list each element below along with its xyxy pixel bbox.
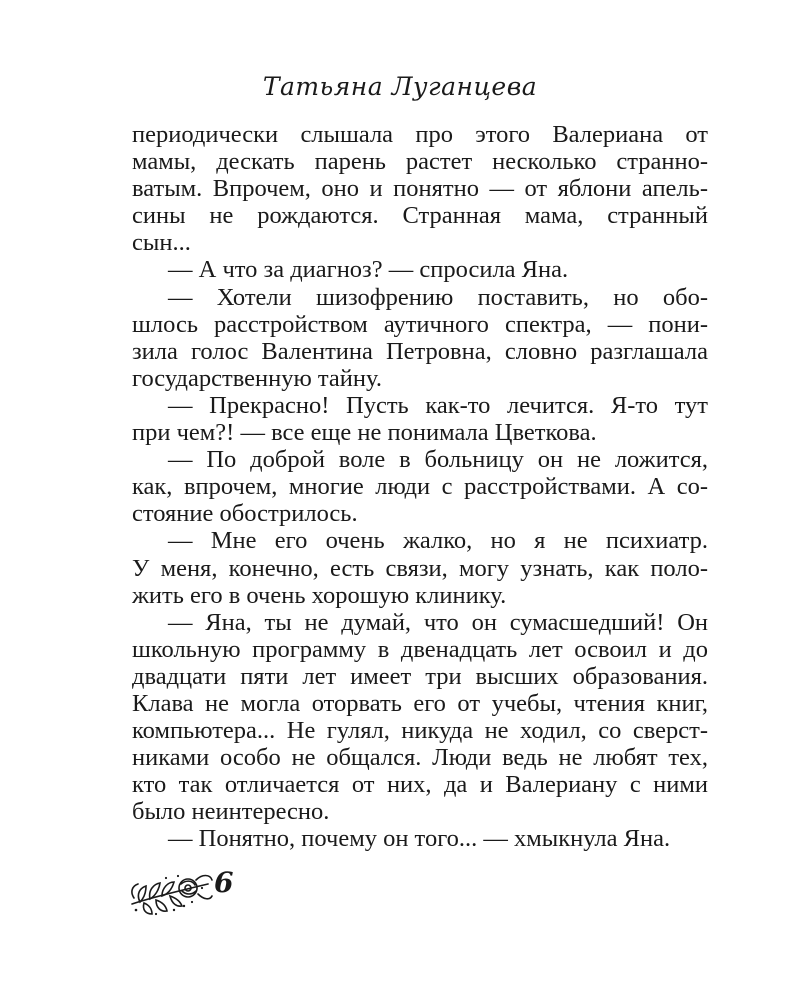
page-number: 6 [214, 866, 234, 899]
text-line: государственную тайну. [132, 364, 382, 392]
text-line: У меня, конечно, есть связи, могу узнать, как поло- [132, 554, 708, 582]
paragraph [132, 256, 708, 283]
text-line: — Прекрасно! Пусть как-то лечится. Я-то тут [168, 391, 708, 419]
text-line: периодически слышала про этого Валериана от [132, 121, 708, 148]
text-line: сины не рождаются. Странная мама, странный [132, 202, 708, 230]
text-line: кто так отличается от них, да и Валериану с ними [132, 771, 708, 799]
text-line: Клава не могла оторвать его от учебы, чтения книг, [132, 689, 708, 717]
text-line: при чем?! — все еще не понимала Цветкова. [132, 419, 597, 447]
text-line: компьютера... Не гулял, никуда не ходил, со сверст- [132, 717, 708, 745]
text-line: — А что за диагноз? — спросила Яна. [168, 256, 569, 284]
text-line: мамы, дескать парень растет несколько странно- [132, 148, 708, 176]
paragraph [132, 284, 708, 392]
body-text [132, 121, 708, 853]
text-line: — Мне его очень жалко, но я не психиатр. [168, 527, 708, 555]
text-line: как, впрочем, многие люди с расстройствами. А со- [132, 473, 708, 501]
text-line: двадцати пяти лет имеет три высших образования. [132, 662, 708, 690]
paragraph [132, 121, 708, 256]
text-line: — По доброй воле в больницу он не ложится, [168, 446, 708, 474]
running-head: Татьяна Луганцева [262, 72, 538, 101]
floral-ornament-icon [126, 858, 216, 918]
paragraph [132, 609, 708, 826]
text-line: стояние обострилось. [132, 500, 358, 528]
text-line: зила голос Валентина Петровна, словно разглашала [132, 337, 708, 365]
text-line: — Яна, ты не думай, что он сумасшедший! Он [168, 608, 708, 636]
text-line: школьную программу в двенадцать лет освоил и до [132, 635, 708, 663]
text-line: — Хотели шизофрению поставить, но обо- [168, 283, 708, 311]
text-line: было неинтересно. [132, 798, 330, 826]
text-line: шлось расстройством аутичного спектра, — пони- [132, 310, 708, 338]
text-line: никами особо не общался. Люди ведь не любят тех, [132, 744, 708, 772]
text-line: жить его в очень хорошую клинику. [132, 581, 507, 609]
paragraph [132, 825, 708, 852]
text-line: ватым. Впрочем, оно и понятно — от яблони апель- [132, 175, 708, 203]
paragraph [132, 392, 708, 446]
paragraph [132, 527, 708, 608]
text-line: — Понятно, почему он того... — хмыкнула Яна. [168, 825, 671, 853]
text-line: сын... [132, 229, 191, 257]
paragraph [132, 446, 708, 527]
